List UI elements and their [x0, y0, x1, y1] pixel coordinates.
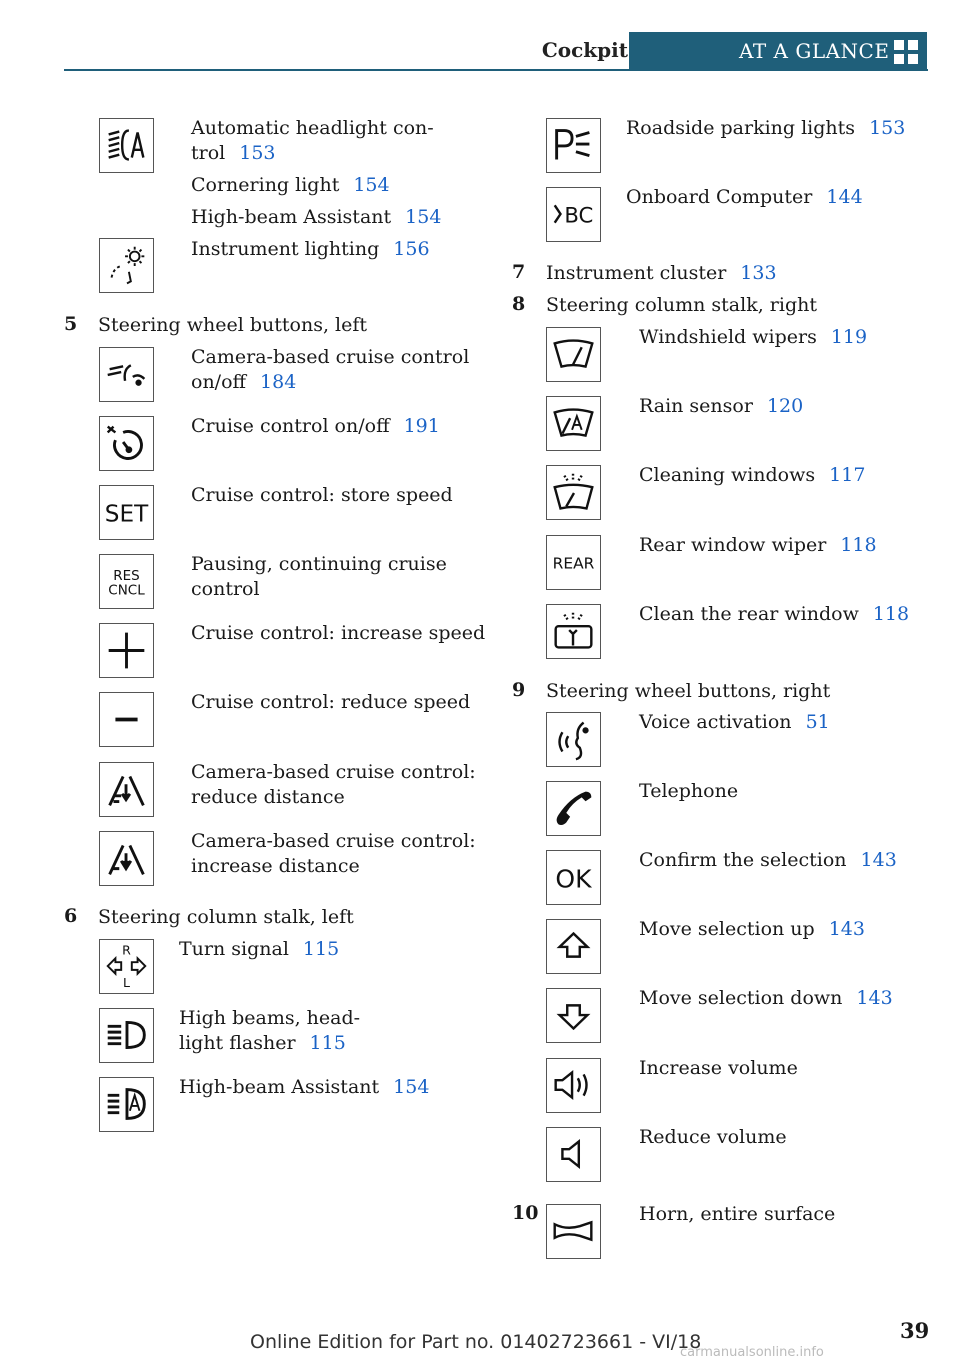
set-icon: [99, 485, 154, 540]
parking-lights-icon: [546, 118, 601, 173]
high-beams-icon: [99, 1008, 154, 1063]
increase-volume-label: Increase volume: [639, 1057, 798, 1079]
move-up-label: Move selection up 143: [639, 918, 865, 940]
turn-r-text: R: [122, 942, 131, 958]
page-ref[interactable]: 156: [393, 238, 430, 260]
cncl-text: CNCL: [108, 582, 145, 599]
camera-cruise-label-2: on/off 184: [191, 371, 297, 393]
section-number: 9: [512, 679, 526, 701]
cleaning-label: Cleaning windows 117: [639, 464, 866, 486]
page-ref[interactable]: 154: [405, 206, 442, 228]
reduce-distance-icon: [99, 762, 154, 817]
increase-distance-icon: [99, 831, 154, 886]
page-ref[interactable]: 133: [740, 262, 777, 284]
reduce-distance-label-1: Camera-based cruise control:: [191, 761, 476, 783]
horn-icon: [546, 1204, 601, 1259]
cruise-onoff-icon: [99, 416, 154, 471]
pausing-label-1: Pausing, continuing cruise: [191, 553, 447, 575]
wiper-icon: [546, 327, 601, 382]
camera-cruise-label-1: Camera-based cruise control: [191, 346, 470, 368]
section-heading: Steering column stalk, left: [98, 906, 354, 928]
highbeam-label: High-beam Assistant 154: [191, 206, 442, 228]
section-heading: Instrument cluster 133: [546, 262, 777, 284]
instrument-lighting-icon: [99, 238, 154, 293]
telephone-icon: [546, 781, 601, 836]
onboard-computer-icon: [546, 187, 601, 242]
rear-wiper-icon: [546, 535, 601, 590]
page-ref[interactable]: 115: [302, 938, 340, 960]
bc-text: BC: [564, 202, 594, 228]
ok-icon: [546, 850, 601, 905]
telephone-label: Telephone: [639, 780, 739, 802]
header-divider: [64, 69, 928, 71]
chapter-band: [629, 32, 927, 70]
horn-label: Horn, entire surface: [639, 1203, 836, 1225]
voice-label: Voice activation 51: [639, 711, 830, 733]
footer-edition: Online Edition for Part no. 01402723661 - VI/18: [250, 1331, 702, 1353]
rain-sensor-icon: [546, 396, 601, 451]
washer-icon: [546, 465, 601, 520]
arrow-up-icon: [546, 919, 601, 974]
page-ref[interactable]: 153: [239, 142, 276, 164]
wipers-label: Windshield wipers 119: [639, 326, 868, 348]
section-title: Cockpit: [541, 38, 628, 62]
high-beams-label-2: light flasher 115: [179, 1032, 346, 1054]
auto-headlight-label-2: trol 153: [191, 142, 276, 164]
section-number: 7: [512, 261, 526, 283]
page-ref[interactable]: 51: [805, 711, 830, 733]
cruise-onoff-label: Cruise control on/off 191: [191, 415, 440, 437]
turn-signal-icon: [99, 939, 154, 994]
page-ref[interactable]: 143: [860, 849, 897, 871]
volume-up-icon: [546, 1058, 601, 1113]
page-ref[interactable]: 120: [766, 395, 804, 417]
page-ref[interactable]: 144: [826, 186, 863, 208]
page-ref[interactable]: 154: [353, 174, 390, 196]
reduce-speed-label: Cruise control: reduce speed: [191, 691, 471, 713]
page-ref[interactable]: 119: [830, 326, 868, 348]
ok-text: OK: [555, 864, 592, 894]
arrow-down-icon: [546, 988, 601, 1043]
turn-signal-label: Turn signal 115: [179, 938, 340, 960]
high-beam-assistant-label: High-beam Assistant 154: [179, 1076, 430, 1098]
page-ref[interactable]: 191: [403, 415, 440, 437]
instrument-lighting-label: Instrument lighting 156: [191, 238, 430, 260]
auto-headlight-icon: [99, 118, 154, 173]
section-heading: Steering wheel buttons, left: [98, 314, 368, 336]
auto-headlight-label-1: Automatic headlight con-: [191, 117, 434, 139]
rear-text: REAR: [552, 554, 595, 573]
grid-icon: [894, 40, 918, 64]
voice-icon: [546, 712, 601, 767]
res-text: RES: [113, 568, 140, 585]
section-heading: Steering column stalk, right: [546, 294, 818, 316]
increase-distance-label-2: increase distance: [191, 855, 360, 877]
page-ref[interactable]: 184: [260, 371, 297, 393]
move-down-label: Move selection down 143: [639, 987, 893, 1009]
parking-lights-label: Roadside parking lights 153: [626, 117, 906, 139]
rain-sensor-label: Rain sensor 120: [639, 395, 804, 417]
page-ref[interactable]: 153: [869, 117, 906, 139]
store-speed-label: Cruise control: store speed: [191, 484, 453, 506]
confirm-label: Confirm the selection 143: [639, 849, 897, 871]
volume-down-icon: [546, 1127, 601, 1182]
page-ref[interactable]: 154: [393, 1076, 430, 1098]
section-number: 10: [512, 1202, 539, 1224]
rear-wiper-label: Rear window wiper 118: [639, 534, 877, 556]
section-number: 6: [64, 905, 78, 927]
increase-speed-label: Cruise control: increase speed: [191, 622, 486, 644]
reduce-distance-label-2: reduce distance: [191, 786, 345, 808]
section-number: 8: [512, 293, 526, 315]
camera-cruise-icon: [99, 347, 154, 402]
set-icon-text: SET: [104, 501, 149, 528]
pausing-label-2: control: [191, 578, 260, 600]
page-ref[interactable]: 118: [872, 603, 910, 625]
turn-l-text: L: [123, 975, 130, 991]
reduce-volume-label: Reduce volume: [639, 1126, 787, 1148]
page-ref[interactable]: 143: [828, 918, 865, 940]
page-number: 39: [900, 1318, 930, 1343]
rear-washer-icon: [546, 604, 601, 659]
high-beam-assistant-icon: [99, 1077, 154, 1132]
page-ref[interactable]: 117: [829, 464, 866, 486]
page-ref[interactable]: 118: [840, 534, 877, 556]
page-ref[interactable]: 143: [856, 987, 893, 1009]
minus-icon: [99, 692, 154, 747]
chapter-title: AT A GLANCE: [739, 39, 890, 63]
watermark: carmanualsonline.info: [680, 1345, 824, 1360]
plus-icon: [99, 623, 154, 678]
res-cncl-icon: [99, 554, 154, 609]
clean-rear-label: Clean the rear window 118: [639, 603, 910, 625]
onboard-computer-label: Onboard Computer 144: [626, 186, 863, 208]
cornering-label: Cornering light 154: [191, 174, 390, 196]
section-heading: Steering wheel buttons, right: [546, 680, 831, 702]
increase-distance-label-1: Camera-based cruise control:: [191, 830, 476, 852]
page-ref[interactable]: 115: [309, 1032, 346, 1054]
high-beams-label-1: High beams, head-: [179, 1007, 361, 1029]
section-number: 5: [64, 313, 78, 335]
